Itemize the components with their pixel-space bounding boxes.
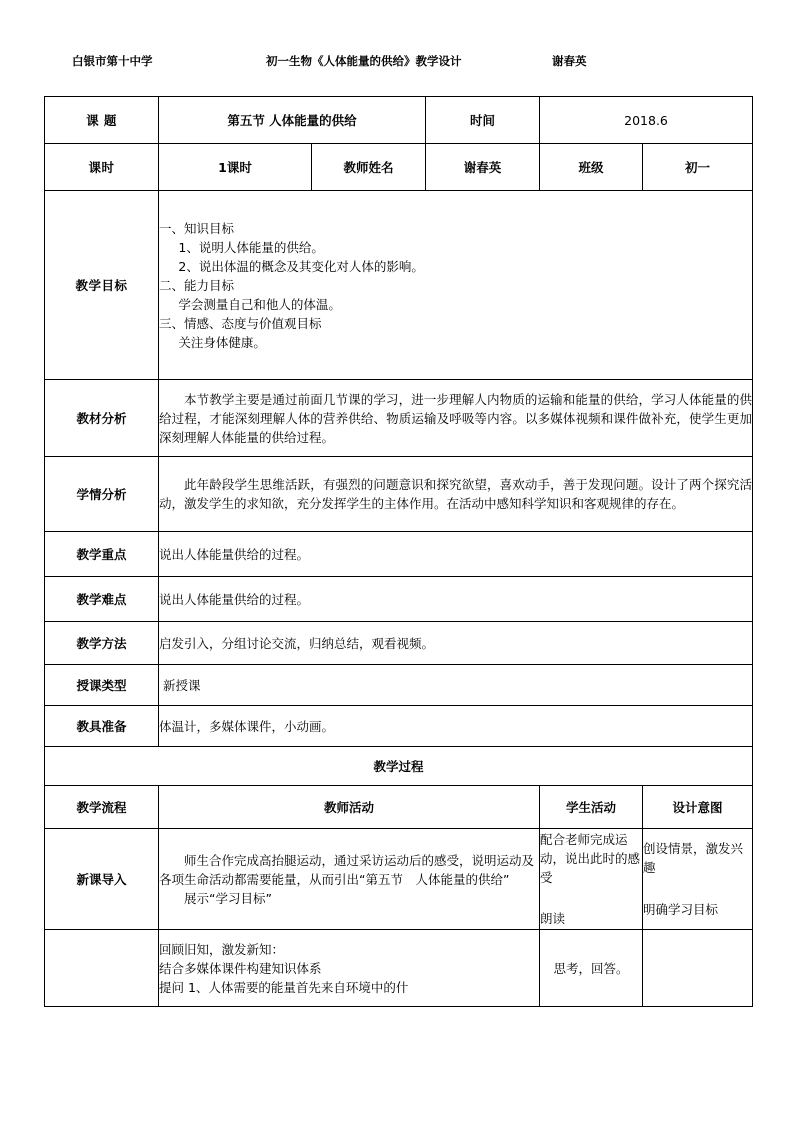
- topic-value: 第五节 人体能量的供给: [159, 97, 426, 144]
- method-label: 教学方法: [45, 622, 159, 665]
- material-analysis-text: 本节教学主要是通过前面几节课的学习，进一步理解人内物质的运输和能量的供给，学习人体能量的供给过程，才能深刻理解人体的营养供给、物质运输及呼吸等内容。以多媒体视频和课件做补充，使学生更加深刻理解人体能量的供给过程。: [159, 380, 753, 457]
- process-student-activity: [540, 930, 643, 1007]
- lesson-type-label: 授课类型: [45, 665, 159, 706]
- table-row-difficult-point: [45, 577, 753, 622]
- class-value: 初一: [643, 144, 753, 191]
- table-row-process-intro: [45, 829, 753, 930]
- table-row-objectives: [45, 191, 753, 380]
- method-text: 启发引入，分组讨论交流，归纳总结，观看视频。: [159, 622, 753, 665]
- table-row-student-analysis: [45, 457, 753, 532]
- objective-line: 学会测量自己和他人的体温。: [178, 296, 341, 312]
- table-row-method: [45, 622, 753, 665]
- table-row-key-point: [45, 532, 753, 577]
- objective-line: 二、能力目标: [159, 277, 235, 293]
- class-label: 班级: [540, 144, 643, 191]
- teacher-activity-line: 师生合作完成高抬腿运动，通过采访运动后的感受，说明运动及各项生命活动都需要能量，从而引出“第五节 人体能量的供给”: [159, 852, 535, 887]
- table-row-topic: [45, 97, 753, 144]
- table-row-process-title: [45, 747, 753, 786]
- process-teacher-activity: [159, 930, 540, 1007]
- objectives-content: [159, 191, 753, 380]
- header-document-title: 初一生物《人体能量的供给》教学设计: [266, 54, 462, 68]
- objectives-label: 教学目标: [45, 191, 159, 380]
- process-section-title: 教学过程: [45, 747, 753, 786]
- process-student-activity: [540, 829, 643, 930]
- spacer: [540, 887, 642, 909]
- header-school-name: 白银市第十中学: [72, 54, 153, 68]
- process-design-intent: [643, 829, 753, 930]
- teacher-activity-line: 回顾旧知，激发新知：: [159, 941, 285, 957]
- key-point-label: 教学重点: [45, 532, 159, 577]
- material-analysis-label: 教材分析: [45, 380, 159, 457]
- time-label: 时间: [426, 97, 540, 144]
- column-header-student: 学生活动: [540, 786, 643, 829]
- materials-label: 教具准备: [45, 706, 159, 747]
- lesson-type-text: 新授课: [159, 665, 753, 706]
- teacher-activity-line: 结合多媒体课件构建知识体系: [159, 960, 322, 976]
- period-label: 课时: [45, 144, 159, 191]
- design-intent-line: 创设情景，激发兴趣: [643, 841, 744, 876]
- table-row-process-review: [45, 930, 753, 1007]
- student-analysis-text: 此年龄段学生思维活跃，有强烈的问题意识和探究欲望，喜欢动手，善于发现问题。设计了两个探究活动，激发学生的求知欲，充分发挥学生的主体作用。在活动中感知科学知识和客观规律的存在。: [159, 457, 753, 532]
- difficult-point-text: 说出人体能量供给的过程。: [159, 577, 753, 622]
- topic-label: 课 题: [45, 97, 159, 144]
- table-row-materials: [45, 706, 753, 747]
- lesson-plan-table: [44, 96, 753, 1007]
- process-flow-label-empty: [45, 930, 159, 1007]
- objective-line: 一、知识目标: [159, 220, 235, 236]
- column-header-flow: 教学流程: [45, 786, 159, 829]
- difficult-point-label: 教学难点: [45, 577, 159, 622]
- objective-line: 1、说明人体能量的供给。: [178, 239, 324, 255]
- document-running-header: [44, 50, 752, 74]
- process-teacher-activity: [159, 829, 540, 930]
- objective-line: 2、说出体温的概念及其变化对人体的影响。: [178, 258, 424, 274]
- materials-text: 体温计，多媒体课件，小动画。: [159, 706, 753, 747]
- teacher-label: 教师姓名: [312, 144, 426, 191]
- table-row-process-headers: [45, 786, 753, 829]
- teacher-activity-line: 提问 1、人体需要的能量首先来自环境中的什: [159, 979, 409, 995]
- column-header-teacher: 教师活动: [159, 786, 540, 829]
- process-flow-label: 新课导入: [45, 829, 159, 930]
- table-row-lesson-type: [45, 665, 753, 706]
- process-design-intent: [643, 930, 753, 1007]
- spacer: [643, 877, 752, 899]
- key-point-text: 说出人体能量供给的过程。: [159, 532, 753, 577]
- teacher-value: 谢春英: [426, 144, 540, 191]
- objective-line: 三、情感、态度与价值观目标: [159, 315, 322, 331]
- objective-line: 关注身体健康。: [178, 334, 266, 350]
- student-analysis-label: 学情分析: [45, 457, 159, 532]
- design-intent-line: 明确学习目标: [643, 901, 719, 917]
- student-activity-line: 思考，回答。: [553, 960, 629, 976]
- teacher-activity-line: 展示“学习目标”: [184, 890, 272, 906]
- time-value: 2018.6: [540, 97, 753, 144]
- student-activity-line: 配合老师完成运动，说出此时的感受: [540, 831, 641, 885]
- table-row-period: [45, 144, 753, 191]
- column-header-intent: 设计意图: [643, 786, 753, 829]
- student-activity-line: 朗读: [540, 911, 566, 927]
- period-value: 1课时: [159, 144, 312, 191]
- header-author-name: 谢春英: [552, 54, 587, 68]
- table-row-material-analysis: [45, 380, 753, 457]
